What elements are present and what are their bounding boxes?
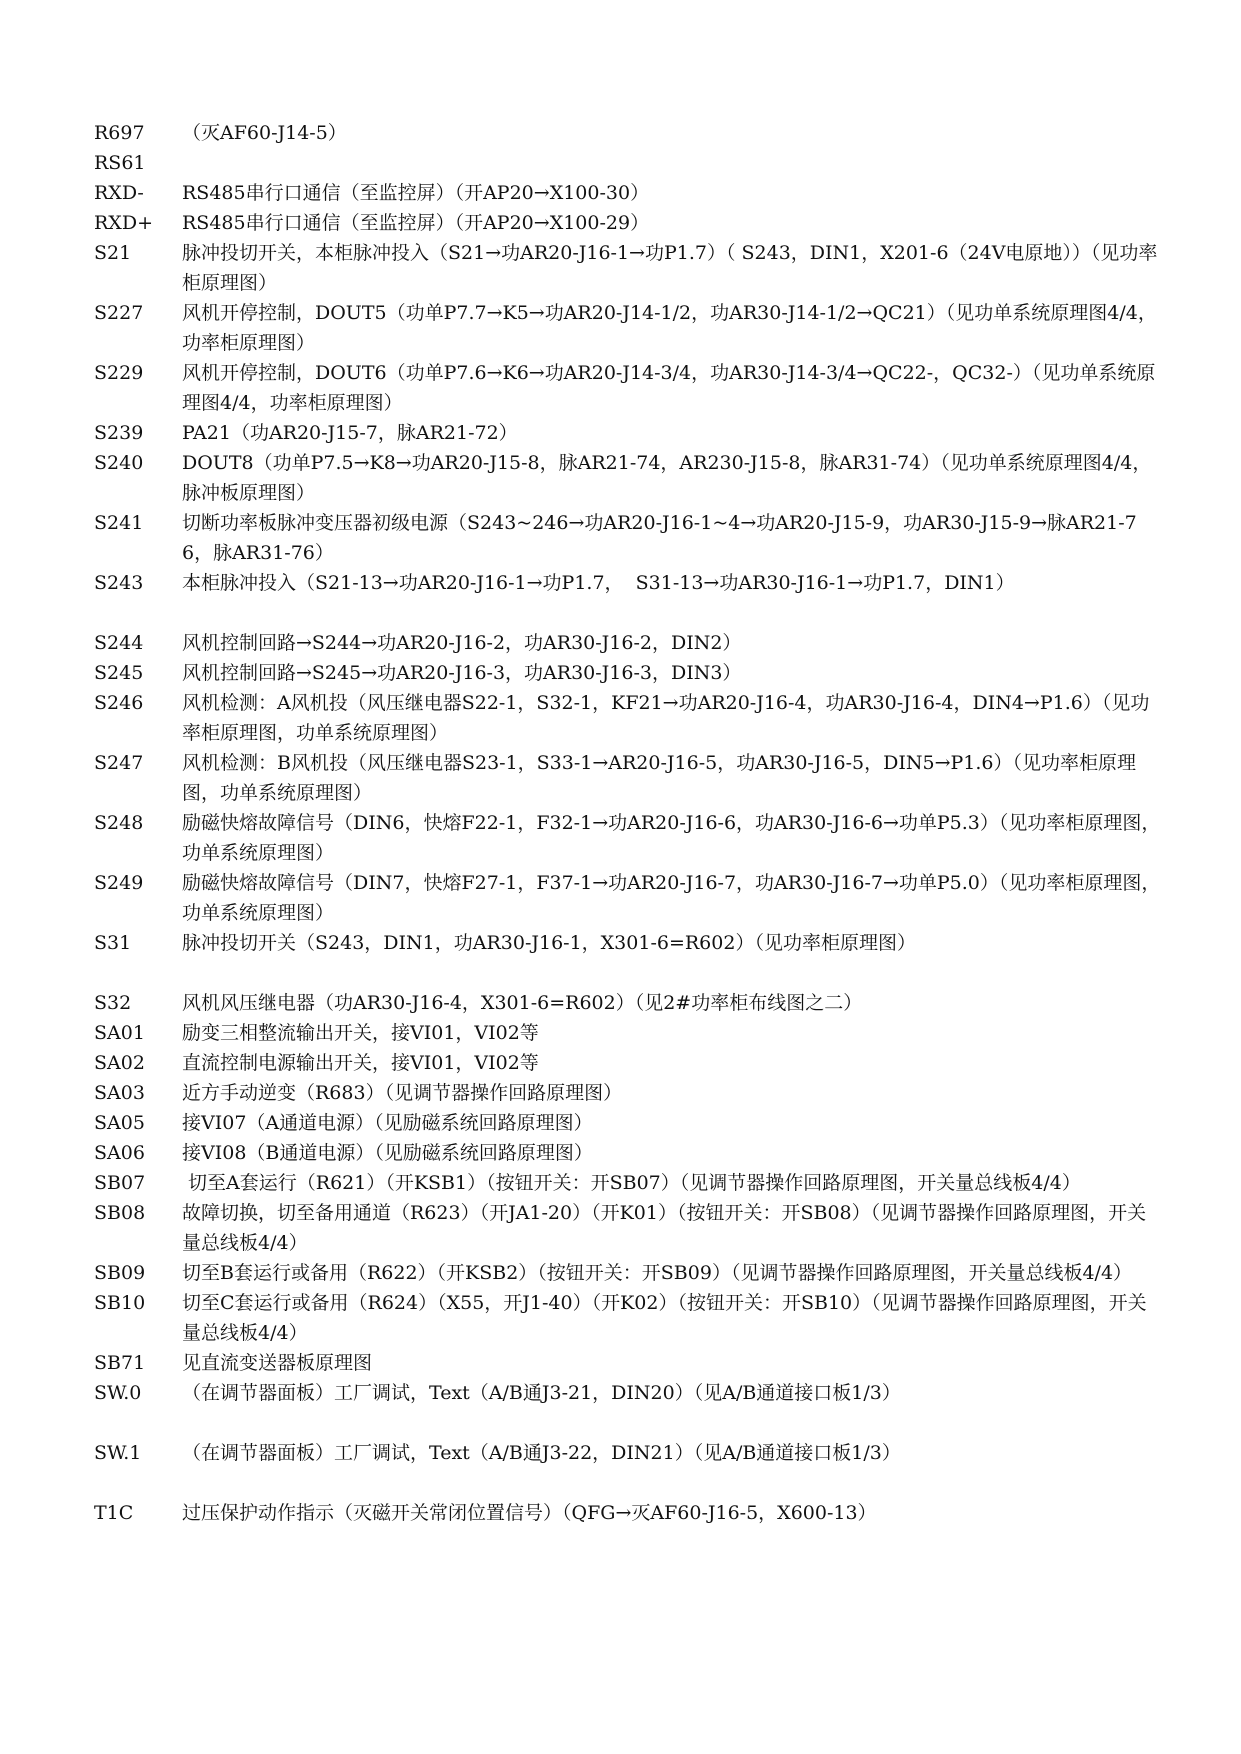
signal-code: SW.1 (94, 1442, 142, 1464)
signal-code: S249 (94, 872, 144, 894)
signal-code: SB07 (94, 1172, 146, 1194)
list-item (94, 118, 1164, 148)
signal-description: 风机检测：A风机投（风压继电器S22-1，S32-1，KF21→功AR20-J16-4，功AR30-J16-4，DIN4→P1.6）（见功率柜原理图，功单系统原理图） (182, 692, 1150, 744)
signal-code: S246 (94, 692, 144, 714)
signal-description: 过压保护动作指示（灭磁开关常闭位置信号）（QFG→灭AF60-J16-5，X600-13） (182, 1502, 877, 1524)
list-item (94, 358, 1164, 418)
signal-code: T1C (94, 1502, 134, 1524)
list-item (94, 658, 1164, 688)
signal-description: 切断功率板脉冲变压器初级电源（S243~246→功AR20-J16-1~4→功AR20-J15-9，功AR30-J15-9→脉AR21-76，脉AR31-76） (182, 512, 1137, 564)
signal-code: SA03 (94, 1082, 145, 1104)
list-item (94, 868, 1164, 928)
signal-code: SB08 (94, 1202, 146, 1224)
list-item (94, 1048, 1164, 1078)
signal-description: 切至A套运行（R621）（开KSB1）（按钮开关：开SB07）（见调节器操作回路原理图，开关量总线板4/4） (182, 1172, 1081, 1194)
signal-description: 故障切换，切至备用通道（R623）（开JA1-20）（开K01）（按钮开关：开SB08）（见调节器操作回路原理图，开关量总线板4/4） (182, 1202, 1147, 1254)
signal-description: 脉冲投切开关（S243，DIN1，功AR30-J16-1，X301-6=R602）（见功率柜原理图） (182, 932, 916, 954)
signal-list (94, 118, 1164, 1528)
signal-code: SB10 (94, 1292, 146, 1314)
signal-code: S229 (94, 362, 144, 384)
signal-description: RS485串行口通信（至监控屏）（开AP20→X100-29） (182, 212, 650, 234)
signal-description: 励磁快熔故障信号（DIN7，快熔F27-1，F37-1→功AR20-J16-7，功AR30-J16-7→功单P5.0）（见功率柜原理图，功单系统原理图） (182, 872, 1161, 924)
list-item (94, 1018, 1164, 1048)
signal-description: 近方手动逆变（R683）（见调节器操作回路原理图） (182, 1082, 623, 1104)
signal-description: 本柜脉冲投入（S21-13→功AR20-J16-1→功P1.7， S31-13→功AR30-J16-1→功P1.7，DIN1） (182, 572, 1015, 594)
signal-description: 接VI08（B通道电源）（见励磁系统回路原理图） (182, 1142, 593, 1164)
list-item (94, 1498, 1164, 1528)
signal-code: RXD+ (94, 212, 153, 234)
signal-code: SB71 (94, 1352, 146, 1374)
list-item (94, 1258, 1164, 1288)
signal-description: 风机控制回路→S245→功AR20-J16-3，功AR30-J16-3，DIN3） (182, 662, 742, 684)
signal-code: R697 (94, 122, 145, 144)
signal-description: 直流控制电源输出开关，接VI01，VI02等 (182, 1052, 539, 1074)
signal-code: SA06 (94, 1142, 145, 1164)
signal-description: 风机开停控制，DOUT5（功单P7.7→K5→功AR20-J14-1/2，功AR30-J14-1/2→QC21）（见功单系统原理图4/4，功率柜原理图） (182, 302, 1157, 354)
list-item (94, 298, 1164, 358)
signal-code: SA01 (94, 1022, 145, 1044)
signal-description: （在调节器面板）工厂调试，Text（A/B通J3-21，DIN20）（见A/B通道接口板1/3） (182, 1382, 901, 1404)
signal-description: （在调节器面板）工厂调试，Text（A/B通J3-22，DIN21）（见A/B通道接口板1/3） (182, 1442, 901, 1464)
list-item (94, 148, 1164, 178)
list-item (94, 808, 1164, 868)
signal-description: PA21（功AR20-J15-7，脉AR21-72） (182, 422, 518, 444)
list-item (94, 1198, 1164, 1258)
signal-code: S240 (94, 452, 144, 474)
list-item (94, 508, 1164, 568)
list-item (94, 688, 1164, 748)
signal-code: S227 (94, 302, 144, 324)
signal-code: SW.0 (94, 1382, 142, 1404)
signal-code: S241 (94, 512, 144, 534)
list-item (94, 1438, 1164, 1468)
list-item (94, 568, 1164, 598)
signal-code: SA05 (94, 1112, 145, 1134)
list-item (94, 1378, 1164, 1408)
list-item (94, 238, 1164, 298)
signal-code: RS61 (94, 152, 146, 174)
list-item (94, 1348, 1164, 1378)
signal-description: 励磁快熔故障信号（DIN6，快熔F22-1，F32-1→功AR20-J16-6，功AR30-J16-6→功单P5.3）（见功率柜原理图，功单系统原理图） (182, 812, 1161, 864)
signal-code: S243 (94, 572, 144, 594)
signal-code: S21 (94, 242, 132, 264)
signal-code: SA02 (94, 1052, 145, 1074)
signal-code: S248 (94, 812, 144, 834)
list-item (94, 988, 1164, 1018)
signal-description: 风机风压继电器（功AR30-J16-4，X301-6=R602）（见2#功率柜布线图之二） (182, 992, 863, 1014)
signal-description: （灭AF60-J14-5） (182, 122, 347, 144)
list-item (94, 208, 1164, 238)
list-item (94, 178, 1164, 208)
signal-description: 风机检测：B风机投（风压继电器S23-1，S33-1→AR20-J16-5，功AR30-J16-5，DIN5→P1.6）（见功率柜原理图，功单系统原理图） (182, 752, 1137, 804)
signal-code: S239 (94, 422, 144, 444)
signal-description: 见直流变送器板原理图 (182, 1352, 373, 1374)
signal-description: 脉冲投切开关，本柜脉冲投入（S21→功AR20-J16-1→功P1.7）（ S243，DIN1，X201-6（24V电原地））（见功率柜原理图） (182, 242, 1158, 294)
list-item (94, 1108, 1164, 1138)
signal-description: DOUT8（功单P7.5→K8→功AR20-J15-8，脉AR21-74，AR230-J15-8，脉AR31-74）（见功单系统原理图4/4，脉冲板原理图） (182, 452, 1152, 504)
signal-description: RS485串行口通信（至监控屏）（开AP20→X100-30） (182, 182, 650, 204)
signal-description: 切至B套运行或备用（R622）（开KSB2）（按钮开关：开SB09）（见调节器操作回路原理图，开关量总线板4/4） (182, 1262, 1133, 1284)
signal-code: SB09 (94, 1262, 146, 1284)
signal-description: 切至C套运行或备用（R624）（X55，开J1-40）（开K02）（按钮开关：开SB10）（见调节器操作回路原理图，开关量总线板4/4） (182, 1292, 1147, 1344)
list-item (94, 1168, 1164, 1198)
list-item (94, 1078, 1164, 1108)
list-item (94, 418, 1164, 448)
signal-description: 风机控制回路→S244→功AR20-J16-2，功AR30-J16-2，DIN2） (182, 632, 742, 654)
list-item (94, 448, 1164, 508)
signal-code: S32 (94, 992, 132, 1014)
list-item (94, 928, 1164, 958)
list-item (94, 1138, 1164, 1168)
list-item (94, 748, 1164, 808)
signal-description: 励变三相整流输出开关，接VI01，VI02等 (182, 1022, 539, 1044)
signal-code: RXD- (94, 182, 144, 204)
signal-code: S31 (94, 932, 132, 954)
signal-code: S247 (94, 752, 144, 774)
list-item (94, 1288, 1164, 1348)
signal-code: S245 (94, 662, 144, 684)
signal-description: 接VI07（A通道电源）（见励磁系统回路原理图） (182, 1112, 593, 1134)
list-item (94, 628, 1164, 658)
signal-code: S244 (94, 632, 144, 654)
signal-description: 风机开停控制，DOUT6（功单P7.6→K6→功AR20-J14-3/4，功AR30-J14-3/4→QC22-，QC32-）（见功单系统原理图4/4，功率柜原理图） (182, 362, 1156, 414)
